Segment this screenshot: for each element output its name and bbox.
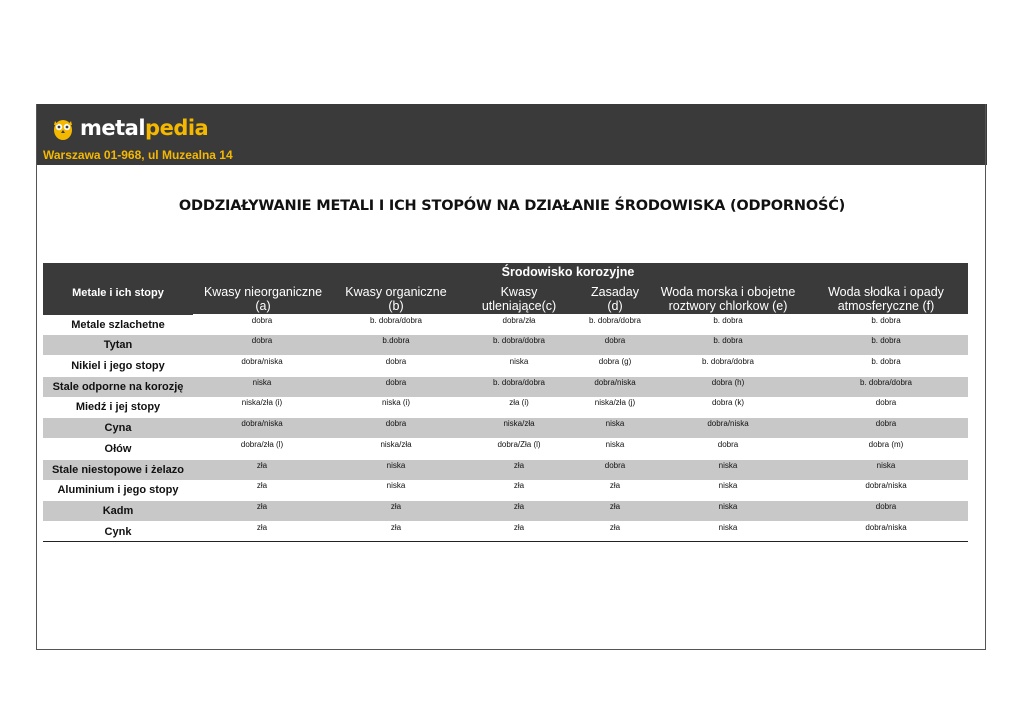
table-row bbox=[43, 418, 968, 438]
row-value-cell: dobra bbox=[604, 336, 626, 345]
row-value-cell: dobra bbox=[251, 316, 273, 325]
row-value-cell: zła (i) bbox=[509, 398, 529, 407]
column-header-f-line1: Woda słodka i opady bbox=[828, 285, 944, 299]
row-value-cell: niska/zła (j) bbox=[594, 398, 636, 407]
row-value-cell: dobra/niska bbox=[865, 523, 907, 532]
environment-header bbox=[43, 263, 968, 284]
row-value-cell: niska bbox=[509, 357, 529, 366]
row-value-cell: dobra bbox=[604, 461, 626, 470]
column-header-e bbox=[655, 285, 801, 315]
table-row bbox=[43, 439, 968, 459]
column-header-a-line1: Kwasy nieorganiczne bbox=[203, 285, 323, 299]
column-header-f bbox=[811, 285, 961, 315]
row-value-cell: b. dobra bbox=[871, 357, 901, 366]
row-value-cell: b. dobra/dobra bbox=[369, 316, 423, 325]
row-value-cell: dobra (g) bbox=[598, 357, 632, 366]
table-row bbox=[43, 315, 968, 335]
column-header-c-line2: utleniające(c) bbox=[481, 299, 557, 313]
row-value-cell: dobra/niska bbox=[865, 481, 907, 490]
row-value-cell: dobra/niska bbox=[241, 419, 283, 428]
column-header-d-line2: (d) bbox=[607, 299, 623, 313]
table-bottom-rule bbox=[43, 541, 968, 542]
row-value-cell: b. dobra bbox=[713, 336, 743, 345]
table-row bbox=[43, 377, 968, 397]
column-header-e-line1: Woda morska i obojetne bbox=[660, 285, 796, 299]
column-header-b-line1: Kwasy organiczne bbox=[345, 285, 447, 299]
row-value-cell: zła bbox=[609, 523, 621, 532]
row-value-cell: dobra bbox=[385, 378, 407, 387]
row-value-cell: niska bbox=[718, 481, 738, 490]
row-metal-name: Miedź i jej stopy bbox=[75, 401, 161, 413]
row-value-cell: dobra/Zła (l) bbox=[497, 440, 541, 449]
row-value-cell: dobra bbox=[717, 440, 739, 449]
row-value-cell: dobra/niska bbox=[707, 419, 749, 428]
row-value-cell: zła bbox=[256, 502, 268, 511]
table-row bbox=[43, 356, 968, 376]
metal-column-header bbox=[43, 285, 193, 315]
row-metal-name: Cynk bbox=[104, 526, 132, 538]
brand-wordmark bbox=[80, 116, 208, 140]
row-value-cell: dobra (h) bbox=[711, 378, 745, 387]
row-value-cell: niska bbox=[605, 419, 625, 428]
row-metal-name: Cyna bbox=[104, 422, 132, 434]
row-value-cell: niska bbox=[252, 378, 272, 387]
row-value-cell: dobra bbox=[385, 419, 407, 428]
column-header-c-line1: Kwasy bbox=[500, 285, 538, 299]
row-value-cell: zła bbox=[256, 481, 268, 490]
row-value-cell: b. dobra/dobra bbox=[588, 316, 642, 325]
column-header-d-line1: Zasaday bbox=[591, 285, 639, 299]
row-value-cell: dobra/niska bbox=[241, 357, 283, 366]
row-value-cell: dobra bbox=[875, 419, 897, 428]
owl-logo-icon bbox=[52, 117, 74, 139]
metal-column-header-label: Metale i ich stopy bbox=[72, 287, 164, 299]
row-value-cell: niska/zła (i) bbox=[241, 398, 283, 407]
row-value-cell: niska (i) bbox=[381, 398, 410, 407]
row-metal-name: Stale niestopowe i żelazo bbox=[51, 464, 185, 476]
row-value-cell: niska bbox=[386, 481, 406, 490]
row-value-cell: niska/zła bbox=[503, 419, 535, 428]
row-value-cell: b. dobra bbox=[871, 336, 901, 345]
row-value-cell: zła bbox=[513, 461, 525, 470]
table-row bbox=[43, 501, 968, 521]
row-value-cell: zła bbox=[390, 502, 402, 511]
row-value-cell: zła bbox=[390, 523, 402, 532]
row-value-cell: dobra bbox=[875, 502, 897, 511]
column-header-b bbox=[331, 285, 461, 315]
row-metal-name: Nikiel i jego stopy bbox=[71, 360, 165, 372]
table-row bbox=[43, 335, 968, 355]
row-value-cell: dobra bbox=[251, 336, 273, 345]
row-value-cell: zła bbox=[513, 481, 525, 490]
row-value-cell: niska bbox=[718, 502, 738, 511]
row-metal-name: Kadm bbox=[102, 505, 134, 517]
row-value-cell: b. dobra/dobra bbox=[701, 357, 755, 366]
row-value-cell: zła bbox=[513, 523, 525, 532]
environment-header-label: Środowisko korozyjne bbox=[501, 265, 635, 279]
row-value-cell: dobra bbox=[385, 357, 407, 366]
row-value-cell: b. dobra bbox=[871, 316, 901, 325]
row-value-cell: dobra bbox=[875, 398, 897, 407]
table-row bbox=[43, 460, 968, 480]
row-value-cell: dobra/niska bbox=[594, 378, 636, 387]
row-value-cell: niska/zła bbox=[380, 440, 412, 449]
row-value-cell: b. dobra/dobra bbox=[492, 336, 546, 345]
row-value-cell: b. dobra bbox=[713, 316, 743, 325]
row-value-cell: niska bbox=[718, 523, 738, 532]
brand-name-part2: pedia bbox=[145, 116, 209, 140]
row-value-cell: zła bbox=[513, 502, 525, 511]
column-header-f-line2: atmosferyczne (f) bbox=[837, 299, 935, 313]
table-row bbox=[43, 480, 968, 500]
row-value-cell: b. dobra/dobra bbox=[859, 378, 913, 387]
row-value-cell: b. dobra/dobra bbox=[492, 378, 546, 387]
company-address: Warszawa 01-968, ul Muzealna 14 bbox=[43, 148, 233, 162]
brand-logo[interactable] bbox=[52, 113, 208, 143]
column-header-e-line2: roztwory chlorkow (e) bbox=[668, 299, 788, 313]
row-value-cell: dobra (k) bbox=[711, 398, 744, 407]
table-row bbox=[43, 522, 968, 542]
row-metal-name: Ołów bbox=[104, 443, 132, 455]
column-header-c bbox=[463, 285, 575, 315]
row-value-cell: zła bbox=[256, 523, 268, 532]
page-title: ODDZIAŁYWANIE METALI I ICH STOPÓW NA DZIAŁANIE ŚRODOWISKA (ODPORNOŚĆ) bbox=[178, 198, 846, 214]
table-row bbox=[43, 397, 968, 417]
row-value-cell: niska bbox=[386, 461, 406, 470]
row-value-cell: zła bbox=[256, 461, 268, 470]
column-header-d bbox=[575, 285, 655, 315]
brand-name-part1: metal bbox=[80, 116, 146, 140]
column-header-a bbox=[198, 285, 328, 315]
row-value-cell: dobra/zła (l) bbox=[240, 440, 284, 449]
row-value-cell: zła bbox=[609, 481, 621, 490]
row-metal-name: Tytan bbox=[103, 339, 133, 351]
row-value-cell: niska bbox=[605, 440, 625, 449]
column-header-a-line2: (a) bbox=[255, 299, 271, 313]
row-metal-name: Aluminium i jego stopy bbox=[57, 484, 179, 496]
row-value-cell: niska bbox=[718, 461, 738, 470]
row-value-cell: niska bbox=[876, 461, 896, 470]
row-value-cell: dobra/zła bbox=[502, 316, 536, 325]
column-header-b-line2: (b) bbox=[388, 299, 404, 313]
row-value-cell: zła bbox=[609, 502, 621, 511]
row-value-cell: b.dobra bbox=[382, 336, 410, 345]
row-metal-name: Metale szlachetne bbox=[71, 319, 165, 331]
row-value-cell: dobra (m) bbox=[868, 440, 904, 449]
row-metal-name: Stale odporne na korozję bbox=[52, 381, 184, 393]
